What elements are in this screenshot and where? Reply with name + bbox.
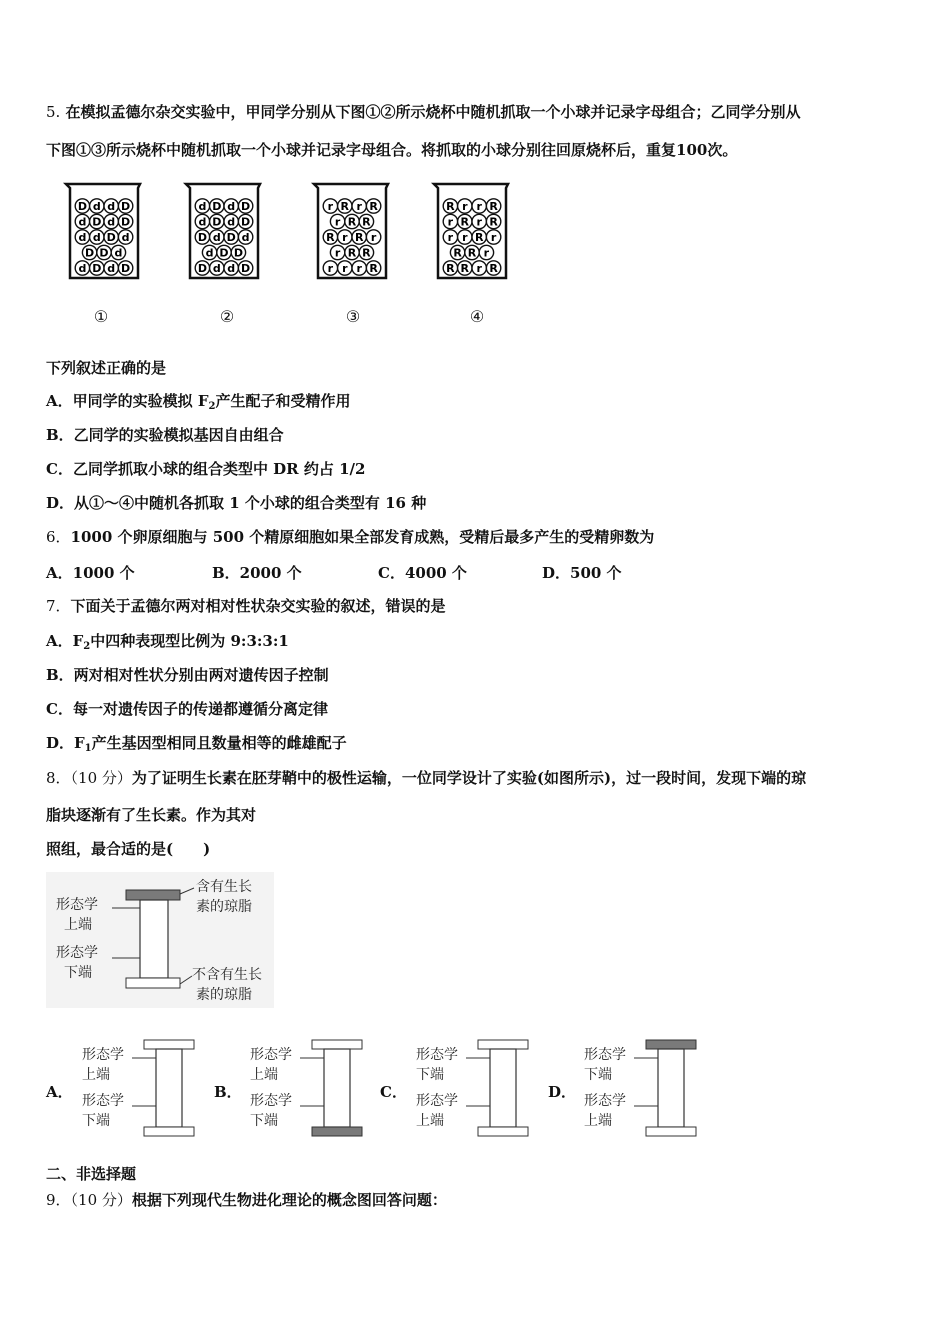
ball-letter: D: [241, 199, 251, 213]
beaker-2: [182, 182, 264, 282]
q8-option-label: 形态学: [82, 1093, 124, 1109]
ball-letter: R: [489, 199, 498, 213]
ball-letter: R: [369, 199, 378, 213]
ball-letter: r: [334, 215, 341, 229]
coleoptile-segment: [156, 1049, 182, 1127]
ball-letter: r: [327, 199, 334, 213]
q5-line1: 5. 在模拟孟德尔杂交实验中，甲同学分别从下图①②所示烧杯中随机抓取一个小球并记录字母组合；乙同学分别从: [46, 103, 801, 121]
ball-letter: D: [241, 215, 251, 229]
ball-letter: d: [78, 215, 87, 229]
q8-option-label: 下端: [416, 1067, 444, 1083]
ball-letter: R: [347, 215, 357, 229]
q8-option-label: 上端: [584, 1113, 612, 1129]
ball-letter: d: [198, 215, 207, 229]
beaker-label-4: ④: [469, 307, 485, 326]
fig-main-drawing: [46, 872, 274, 1008]
beaker-4: [430, 182, 512, 282]
beaker-label-3: ③: [345, 307, 361, 326]
ball-letter: D: [121, 199, 131, 213]
q5-line2: 下图①③所示烧杯中随机抓取一个小球并记录字母组合。将抓取的小球分别往回原烧杯后，重复100次。: [46, 141, 738, 159]
ball-letter: R: [460, 215, 470, 229]
ball-letter: D: [85, 246, 95, 260]
q8-option-label: 上端: [416, 1113, 444, 1129]
ball-letter: D: [212, 215, 222, 229]
q8-option-drawing: [548, 1036, 708, 1142]
q8-line2: 脂块逐渐有了生长素。作为其对: [46, 806, 257, 824]
q8-option-label: 形态学: [584, 1093, 626, 1109]
q8-option-drawing: [380, 1036, 540, 1142]
q8-option-letter: C．: [380, 1083, 407, 1101]
q8-option-label: 下端: [250, 1113, 278, 1129]
ball-letter: D: [92, 261, 102, 275]
ball-letter: d: [121, 230, 130, 244]
ball-letter: D: [212, 199, 222, 213]
q8-line1: 8．（10 分）为了证明生长素在胚芽鞘中的极性运输，一位同学设计了实验(如图所示)，过一段时间，发现下端的琼: [46, 769, 807, 787]
ball-letter: D: [77, 199, 87, 213]
q8-option-label: 形态学: [584, 1047, 626, 1063]
ball-letter: d: [92, 230, 101, 244]
fig-bottom-label-2: 下端: [64, 965, 92, 981]
q8-option-label: 下端: [584, 1067, 612, 1083]
ball-letter: R: [460, 261, 470, 275]
ball-letter: R: [467, 246, 477, 260]
ball-letter: r: [476, 199, 482, 213]
ball-letter: d: [205, 246, 214, 260]
agar-bottom: [646, 1127, 696, 1136]
ball-letter: R: [446, 199, 455, 213]
ball-letter: D: [219, 246, 229, 260]
section-heading: 二、非选择题: [46, 1165, 137, 1183]
q8-option-label: 形态学: [250, 1093, 292, 1109]
ball-letter: d: [227, 199, 236, 213]
q8-option-label: 上端: [82, 1067, 110, 1083]
ball-letter: R: [340, 199, 350, 213]
beaker-label-1: ①: [93, 307, 109, 326]
q5-stem: 下列叙述正确的是: [46, 359, 167, 377]
q6-option-a[interactable]: A．1000 个: [46, 564, 135, 582]
ball-letter: R: [489, 215, 498, 229]
ball-letter: r: [327, 261, 334, 275]
q8-option-drawing: [46, 1036, 206, 1142]
ball-letter: D: [197, 261, 207, 275]
q8-option-label: 上端: [250, 1067, 278, 1083]
q5-option-c[interactable]: C．乙同学抓取小球的组合类型中 DR 约占 1/2: [46, 460, 366, 478]
ball-letter: D: [121, 261, 131, 275]
coleoptile-segment: [324, 1049, 350, 1127]
q7-stem: 7．下面关于孟德尔两对相对性状杂交实验的叙述，错误的是: [46, 597, 446, 615]
beaker-label-2: ②: [219, 307, 235, 326]
q7-option-c[interactable]: C．每一对遗传因子的传递都遵循分离定律: [46, 700, 328, 718]
fig-right-bottom-label-1: 不含有生长: [192, 967, 262, 983]
ball-letter: r: [476, 261, 482, 275]
fig-right-top-label-1: 含有生长: [196, 879, 252, 895]
ball-letter: D: [241, 261, 251, 275]
ball-letter: d: [212, 230, 221, 244]
q8-option-label: 形态学: [250, 1047, 292, 1063]
ball-letter: R: [326, 230, 335, 244]
q8-option-letter: D．: [548, 1083, 577, 1101]
fig-right-top-label-2: 素的琼脂: [196, 899, 252, 915]
fig-top-label-1: 形态学: [56, 897, 98, 913]
q5-option-b[interactable]: B．乙同学的实验模拟基因自由组合: [46, 426, 284, 444]
agar-top-with-auxin: [126, 890, 180, 900]
q9-stem: 9．（10 分）根据下列现代生物进化理论的概念图回答问题：: [46, 1191, 447, 1209]
ball-letter: d: [78, 230, 87, 244]
q5-option-d[interactable]: D．从①～④中随机各抓取 1 个小球的组合类型有 16 种: [46, 494, 427, 512]
ball-letter: D: [197, 230, 207, 244]
q8-option-label: 下端: [82, 1113, 110, 1129]
ball-letter: r: [342, 261, 348, 275]
q8-option-letter: B．: [214, 1083, 242, 1101]
coleoptile-segment: [658, 1049, 684, 1127]
ball-letter: r: [490, 230, 497, 244]
ball-letter: D: [106, 230, 116, 244]
ball-letter: D: [121, 215, 131, 229]
q7-option-b[interactable]: B．两对相对性状分别由两对遗传因子控制: [46, 666, 329, 684]
ball-letter: R: [474, 230, 484, 244]
agar-bottom: [312, 1127, 362, 1136]
ball-letter: d: [198, 199, 207, 213]
ball-letter: R: [354, 230, 364, 244]
ball-letter: r: [447, 230, 454, 244]
q8-option-a[interactable]: [46, 1036, 206, 1142]
ball-letter: r: [334, 246, 341, 260]
q5-option-a[interactable]: A．甲同学的实验模拟 $F_2$产生配子和受精作用: [46, 392, 351, 412]
ball-letter: r: [476, 215, 482, 229]
q8-option-d[interactable]: [548, 1036, 708, 1142]
ball-letter: d: [78, 261, 87, 275]
ball-letter: r: [370, 230, 377, 244]
agar-top: [478, 1040, 528, 1049]
ball-letter: R: [347, 246, 357, 260]
beaker-3: [310, 182, 392, 282]
agar-bottom-without-auxin: [126, 978, 180, 988]
agar-top: [144, 1040, 194, 1049]
ball-letter: r: [447, 215, 454, 229]
ball-letter: d: [241, 230, 250, 244]
ball-letter: d: [107, 215, 116, 229]
beaker-1: [62, 182, 144, 282]
ball-letter: R: [362, 215, 371, 229]
q7-option-a[interactable]: A．$F_2$中四种表现型比例为 9:3:3:1: [46, 632, 289, 652]
ball-letter: d: [212, 261, 221, 275]
ball-letter: D: [233, 246, 243, 260]
q8-option-label: 形态学: [416, 1047, 458, 1063]
coleoptile-segment: [490, 1049, 516, 1127]
q6-option-d[interactable]: D．500 个: [542, 564, 622, 582]
agar-top: [312, 1040, 362, 1049]
ball-letter: d: [107, 261, 116, 275]
q6-stem: 6．1000 个卵原细胞与 500 个精原细胞如果全部发育成熟，受精后最多产生的受精卵数为: [46, 528, 655, 546]
q8-option-b[interactable]: [214, 1036, 374, 1142]
ball-letter: d: [107, 199, 116, 213]
ball-letter: d: [92, 199, 101, 213]
agar-bottom: [478, 1127, 528, 1136]
q8-option-c[interactable]: [380, 1036, 540, 1142]
agar-bottom: [144, 1127, 194, 1136]
q8-option-label: 形态学: [82, 1047, 124, 1063]
fig-bottom-label-1: 形态学: [56, 945, 98, 961]
ball-letter: r: [342, 230, 348, 244]
ball-letter: r: [462, 230, 468, 244]
fig-top-label-2: 上端: [64, 917, 92, 933]
q8-option-letter: A．: [46, 1083, 73, 1101]
ball-letter: d: [114, 246, 123, 260]
ball-letter: r: [356, 261, 362, 275]
ball-letter: R: [369, 261, 378, 275]
coleoptile-segment: [140, 900, 168, 978]
ball-letter: d: [227, 261, 236, 275]
q6-option-b[interactable]: B．2000 个: [212, 564, 302, 582]
q6-option-c[interactable]: C．4000 个: [378, 564, 467, 582]
q8-option-label: 形态学: [416, 1093, 458, 1109]
ball-letter: R: [362, 246, 371, 260]
fig-right-bottom-label-2: 素的琼脂: [196, 987, 252, 1003]
ball-letter: r: [356, 199, 362, 213]
ball-letter: D: [92, 215, 102, 229]
ball-letter: D: [226, 230, 236, 244]
ball-letter: d: [227, 215, 236, 229]
ball-letter: R: [446, 261, 455, 275]
q8-main-figure: [46, 872, 274, 1008]
q8-line3: 照组，最合适的是( ): [46, 840, 211, 858]
ball-letter: r: [483, 246, 490, 260]
q8-option-drawing: [214, 1036, 374, 1142]
ball-letter: r: [462, 199, 468, 213]
ball-letter: D: [99, 246, 109, 260]
ball-letter: R: [489, 261, 498, 275]
q7-option-d[interactable]: D．$F_1$产生基因型相同且数量相等的雌雄配子: [46, 734, 347, 754]
agar-top: [646, 1040, 696, 1049]
ball-letter: R: [453, 246, 462, 260]
